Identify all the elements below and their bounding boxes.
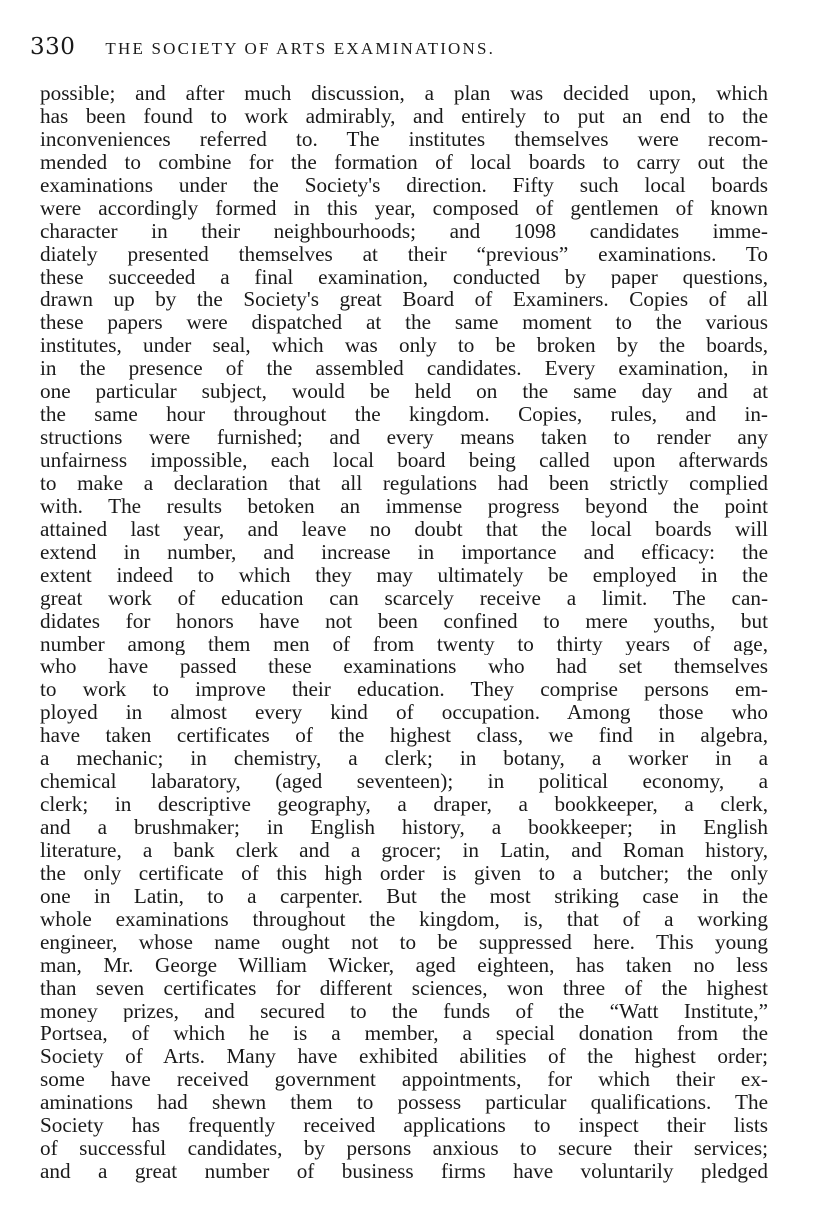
text-line: the only certificate of this high order is given to a butcher; the only [40, 861, 768, 885]
text-line: one particular subject, would be held on the same day and at [40, 380, 768, 404]
text-line: has been found to work admirably, and entirely to put an end to the [40, 104, 768, 128]
text-line: in the presence of the assembled candidates. Every examination, in [40, 357, 768, 381]
text-line: these succeeded a final examination, conducted by paper questions, [40, 265, 768, 289]
text-line: than seven certificates for different sciences, won three of the highest [40, 976, 768, 1000]
text-line: who have passed these examinations who had set themselves [40, 655, 768, 679]
text-line: possible; and after much discussion, a plan was decided upon, which [40, 82, 768, 105]
text-line: Society of Arts. Many have exhibited abilities of the highest order; [40, 1045, 768, 1069]
text-line: and a great number of business firms have voluntarily pledged [40, 1160, 768, 1183]
text-line: have taken certificates of the highest class, we find in algebra, [40, 724, 768, 748]
text-line: extent indeed to which they may ultimately be employed in the [40, 563, 768, 587]
text-line: examinations under the Society's direction. Fifty such local boards [40, 173, 768, 197]
text-line: clerk; in descriptive geography, a draper, a bookkeeper, a clerk, [40, 793, 768, 816]
text-line: diately presented themselves at their “previous” examinations. To [40, 242, 768, 266]
text-line: a mechanic; in chemistry, a clerk; in botany, a worker in a [40, 747, 768, 771]
running-title: THE SOCIETY OF ARTS EXAMINATIONS. [105, 39, 496, 58]
text-line: engineer, whose name ought not to be suppressed here. This young [40, 930, 768, 954]
text-line: whole examinations throughout the kingdom, is, that of a working [40, 907, 768, 931]
text-line: one in Latin, to a carpenter. But the most striking case in the [40, 884, 768, 908]
body-paragraph [40, 82, 768, 1183]
text-line: number among them men of from twenty to thirty years of age, [40, 632, 768, 656]
text-line: were accordingly formed in this year, composed of gentlemen of known [40, 196, 768, 220]
text-line: and a brushmaker; in English history, a bookkeeper; in English [40, 816, 768, 839]
page-header [30, 34, 770, 62]
text-line: to make a declaration that all regulations had been strictly complied [40, 471, 768, 495]
text-line: money prizes, and secured to the funds of the “Watt Institute,” [40, 999, 768, 1023]
text-line: ployed in almost every kind of occupation. Among those who [40, 701, 768, 725]
text-line: great work of education can scarcely receive a limit. The can- [40, 586, 768, 610]
text-line: inconveniences referred to. The institutes themselves were recom- [40, 127, 768, 151]
text-line: institutes, under seal, which was only to be broken by the boards, [40, 334, 768, 358]
text-line: mended to combine for the formation of local boards to carry out the [40, 150, 768, 174]
text-line: aminations had shewn them to possess particular qualifications. The [40, 1091, 768, 1115]
text-line: literature, a bank clerk and a grocer; in Latin, and Roman history, [40, 838, 768, 862]
text-line: man, Mr. George William Wicker, aged eighteen, has taken no less [40, 953, 768, 977]
text-line: of successful candidates, by persons anxious to secure their services; [40, 1137, 768, 1161]
text-line: extend in number, and increase in importance and efficacy: the [40, 540, 768, 564]
text-line: unfairness impossible, each local board being called upon afterwards [40, 449, 768, 472]
text-line: Portsea, of which he is a member, a special donation from the [40, 1022, 768, 1046]
text-line: structions were furnished; and every means taken to render any [40, 426, 768, 449]
text-line: Society has frequently received applications to inspect their lists [40, 1114, 768, 1138]
text-line: attained last year, and leave no doubt that the local boards will [40, 517, 768, 541]
text-line: to work to improve their education. They comprise persons em- [40, 678, 768, 702]
text-line: some have received government appointments, for which their ex- [40, 1068, 768, 1092]
text-line: didates for honors have not been confined to mere youths, but [40, 609, 768, 633]
text-line: with. The results betoken an immense progress beyond the point [40, 494, 768, 518]
text-line: chemical labaratory, (aged seventeen); in political economy, a [40, 770, 768, 794]
page-number: 330 [30, 34, 76, 60]
text-line: drawn up by the Society's great Board of Examiners. Copies of all [40, 288, 768, 312]
text-line: character in their neighbourhoods; and 1098 candidates imme- [40, 219, 768, 243]
text-line: the same hour throughout the kingdom. Copies, rules, and in- [40, 403, 768, 427]
text-line: these papers were dispatched at the same moment to the various [40, 311, 768, 335]
